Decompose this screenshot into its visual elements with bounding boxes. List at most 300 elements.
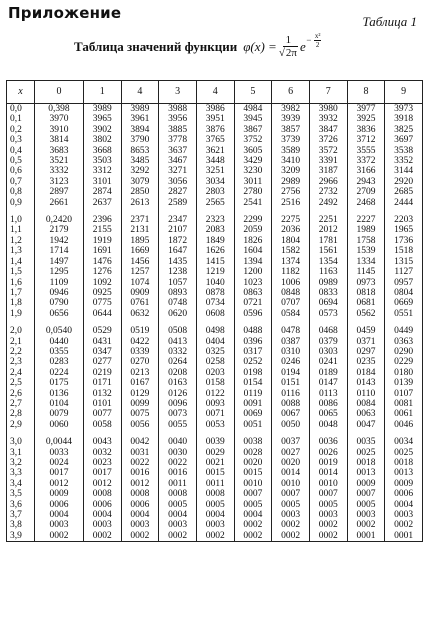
table-cell: 1826 [234, 236, 272, 246]
table-cell: 3352 [385, 156, 423, 166]
table-cell: 0973 [347, 278, 385, 288]
table-cell: 3825 [385, 125, 423, 135]
table-cell: 1219 [196, 267, 234, 277]
table-cell: 0018 [385, 458, 423, 468]
table-cell: 1238 [159, 267, 197, 277]
table-cell: 0009 [385, 479, 423, 489]
table-cell: 0355 [35, 347, 84, 357]
table-cell: 0132 [83, 389, 121, 399]
table-cell: 3739 [272, 135, 310, 145]
row-x-value: 0,4 [7, 146, 35, 156]
table-cell: 3271 [159, 166, 197, 176]
table-cell: 2732 [309, 187, 347, 197]
table-cell: 2943 [347, 177, 385, 187]
table-row [7, 236, 423, 246]
table-cell: 0006 [385, 489, 423, 499]
table-cell: 3429 [234, 156, 272, 166]
table-row [7, 378, 423, 388]
table-cell: 0151 [272, 378, 310, 388]
table-cell: 0065 [309, 409, 347, 419]
table-cell: 3683 [35, 146, 84, 156]
table-cell: 0119 [234, 389, 272, 399]
table-cell: 1604 [234, 246, 272, 256]
table-cell: 1182 [272, 267, 310, 277]
table-cell: 0029 [196, 448, 234, 458]
table-cell: 0440 [35, 337, 84, 347]
gap-cell [196, 208, 234, 215]
table-cell: 3251 [196, 166, 234, 176]
table-cell: 3988 [159, 104, 197, 115]
table-cell: 3697 [385, 135, 423, 145]
row-x-value: 3,0 [7, 437, 35, 447]
table-cell: 0012 [121, 479, 159, 489]
table-cell: 0235 [347, 357, 385, 367]
table-cell: 0030 [159, 448, 197, 458]
table-cell: 0035 [347, 437, 385, 447]
table-cell: 3209 [272, 166, 310, 176]
row-x-value: 0,5 [7, 156, 35, 166]
table-cell: 3965 [83, 114, 121, 124]
table-cell: 1849 [196, 236, 234, 246]
values-table [6, 80, 423, 542]
table-cell: 0909 [121, 288, 159, 298]
table-row [7, 135, 423, 145]
table-cell: 0001 [385, 531, 423, 542]
row-x-value: 2,3 [7, 357, 35, 367]
table-cell: 0529 [83, 326, 121, 336]
gap-cell [385, 319, 423, 326]
table-cell: 1074 [121, 278, 159, 288]
table-cell: 3925 [347, 114, 385, 124]
table-cell: 0004 [196, 510, 234, 520]
table-cell: 0332 [159, 347, 197, 357]
table-cell: 1965 [385, 225, 423, 235]
table-row [7, 309, 423, 319]
table-cell: 0077 [83, 409, 121, 419]
table-cell: 2371 [121, 215, 159, 225]
table-cell: 1781 [309, 236, 347, 246]
table-cell: 1163 [309, 267, 347, 277]
gap-cell [83, 319, 121, 326]
table-cell: 2299 [234, 215, 272, 225]
table-cell: 1334 [347, 257, 385, 267]
table-cell: 2827 [159, 187, 197, 197]
row-x-value: 2,8 [7, 409, 35, 419]
column-header: 0 [35, 81, 84, 104]
gap-cell [83, 430, 121, 437]
table-cell: 0297 [347, 347, 385, 357]
table-row [7, 448, 423, 458]
table-cell: 0020 [234, 458, 272, 468]
table-cell: 0371 [347, 337, 385, 347]
table-cell: 0007 [309, 489, 347, 499]
table-cell: 0163 [159, 378, 197, 388]
table-cell: 0016 [159, 468, 197, 478]
table-row [7, 479, 423, 489]
table-cell: 0459 [347, 326, 385, 336]
group-gap [7, 208, 423, 215]
table-cell: 0001 [347, 531, 385, 542]
row-x-value: 0,8 [7, 187, 35, 197]
table-cell: 2803 [196, 187, 234, 197]
table-cell: 0818 [347, 288, 385, 298]
column-header: 5 [234, 81, 272, 104]
formula-exponent-sign: − [305, 35, 312, 45]
table-cell: 0694 [309, 298, 347, 308]
table-cell: 3503 [83, 156, 121, 166]
table-cell: 1092 [83, 278, 121, 288]
gap-cell [83, 208, 121, 215]
table-row [7, 298, 423, 308]
table-cell: 0946 [35, 288, 84, 298]
table-cell: 0003 [159, 520, 197, 530]
table-cell: 1435 [159, 257, 197, 267]
table-cell: 0008 [83, 489, 121, 499]
table-cell: 0002 [35, 531, 84, 542]
table-cell: 0093 [196, 399, 234, 409]
formula-exponent [306, 32, 324, 49]
table-cell: 0025 [385, 448, 423, 458]
caption-text: Таблица значений функции [74, 39, 238, 54]
gap-cell [347, 208, 385, 215]
table-cell: 0101 [83, 399, 121, 409]
table-cell: 0016 [121, 468, 159, 478]
table-row [7, 215, 423, 225]
table-cell: 0055 [159, 420, 197, 430]
table-cell: 2613 [121, 198, 159, 208]
table-cell: 2059 [234, 225, 272, 235]
table-cell: 3932 [309, 114, 347, 124]
table-cell: 0031 [121, 448, 159, 458]
table-cell: 0028 [234, 448, 272, 458]
table-cell: 1057 [159, 278, 197, 288]
table-row [7, 458, 423, 468]
table-cell: 0804 [385, 288, 423, 298]
table-cell: 0007 [347, 489, 385, 499]
gap-cell [7, 430, 35, 437]
table-cell: 0498 [196, 326, 234, 336]
table-cell: 3726 [309, 135, 347, 145]
table-cell: 3521 [35, 156, 84, 166]
table-cell: 0061 [385, 409, 423, 419]
table-cell: 0748 [159, 298, 197, 308]
table-cell: 0010 [272, 479, 310, 489]
table-cell: 1714 [35, 246, 84, 256]
table-cell: 0005 [272, 500, 310, 510]
table-cell: 0283 [35, 357, 84, 367]
gap-cell [347, 319, 385, 326]
table-cell: 1647 [159, 246, 197, 256]
table-cell: 0180 [385, 368, 423, 378]
table-cell: 3980 [309, 104, 347, 115]
column-header: 1 [83, 81, 121, 104]
table-cell: 1127 [385, 267, 423, 277]
gap-cell [309, 319, 347, 326]
table-cell: 0,2420 [35, 215, 84, 225]
table-cell: 0004 [83, 510, 121, 520]
table-row [7, 326, 423, 336]
table-cell: 3372 [347, 156, 385, 166]
table-cell: 0015 [196, 468, 234, 478]
table-body [7, 104, 423, 542]
gap-cell [159, 430, 197, 437]
table-cell: 3555 [347, 146, 385, 156]
table-cell: 1109 [35, 278, 84, 288]
gap-cell [347, 430, 385, 437]
table-cell: 0006 [35, 500, 84, 510]
gap-cell [234, 208, 272, 215]
column-header: 4 [121, 81, 159, 104]
table-cell: 0086 [309, 399, 347, 409]
table-cell: 1895 [121, 236, 159, 246]
table-cell: 0136 [35, 389, 84, 399]
table-cell: 2661 [35, 198, 84, 208]
table-cell: 0005 [234, 500, 272, 510]
table-cell: 0034 [385, 437, 423, 447]
table-cell: 3605 [234, 146, 272, 156]
row-x-value: 1,8 [7, 298, 35, 308]
gap-cell [35, 208, 84, 215]
table-cell: 3876 [196, 125, 234, 135]
table-cell: 0508 [159, 326, 197, 336]
table-cell: 2444 [385, 198, 423, 208]
table-cell: 0681 [347, 298, 385, 308]
table-cell: 1200 [234, 267, 272, 277]
table-cell: 0213 [121, 368, 159, 378]
table-cell: 0387 [272, 337, 310, 347]
table-cell: 3391 [309, 156, 347, 166]
table-cell: 0056 [121, 420, 159, 430]
table-cell: 0003 [35, 520, 84, 530]
table-cell: 0608 [196, 309, 234, 319]
table-cell: 0042 [121, 437, 159, 447]
table-cell: 0478 [272, 326, 310, 336]
row-x-value: 2,2 [7, 347, 35, 357]
table-cell: 3101 [83, 177, 121, 187]
gap-cell [121, 319, 159, 326]
table-cell: 0014 [272, 468, 310, 478]
formula-numerator: 1 [283, 34, 295, 47]
table-cell: 0009 [35, 489, 84, 499]
row-x-value: 3,1 [7, 448, 35, 458]
gap-cell [385, 208, 423, 215]
table-cell: 0833 [309, 288, 347, 298]
row-x-value: 3,2 [7, 458, 35, 468]
table-cell: 0081 [385, 399, 423, 409]
table-cell: 3187 [309, 166, 347, 176]
table-cell: 0005 [159, 500, 197, 510]
row-x-value: 1,6 [7, 278, 35, 288]
table-cell: 0167 [121, 378, 159, 388]
table-cell: 3448 [196, 156, 234, 166]
table-row [7, 357, 423, 367]
table-cell: 0404 [196, 337, 234, 347]
table-cell: 0040 [159, 437, 197, 447]
table-cell: 3765 [196, 135, 234, 145]
row-x-value: 2,4 [7, 368, 35, 378]
row-x-value: 3,3 [7, 468, 35, 478]
table-row [7, 368, 423, 378]
table-cell: 3918 [385, 114, 423, 124]
table-cell: 3011 [234, 177, 272, 187]
table-cell: 3712 [347, 135, 385, 145]
table-cell: 0669 [385, 298, 423, 308]
table-cell: 0551 [385, 309, 423, 319]
table-cell: 0989 [309, 278, 347, 288]
formula-e: e [299, 39, 306, 54]
row-x-value: 3,6 [7, 500, 35, 510]
table-cell: 0007 [234, 489, 272, 499]
table-cell: 0075 [121, 409, 159, 419]
table-row [7, 177, 423, 187]
table-cell: 2541 [234, 198, 272, 208]
table-cell: 2396 [83, 215, 121, 225]
gap-cell [121, 208, 159, 215]
table-cell: 3857 [272, 125, 310, 135]
table-cell: 0246 [272, 357, 310, 367]
table-cell: 0003 [385, 510, 423, 520]
table-cell: 1394 [234, 257, 272, 267]
table-cell: 0008 [121, 489, 159, 499]
table-cell: 2323 [196, 215, 234, 225]
row-x-value: 1,7 [7, 288, 35, 298]
gap-cell [272, 430, 310, 437]
table-row [7, 156, 423, 166]
table-row [7, 114, 423, 124]
table-cell: 0004 [234, 510, 272, 520]
table-cell: 0644 [83, 309, 121, 319]
table-cell: 0018 [347, 458, 385, 468]
table-cell: 0004 [159, 510, 197, 520]
table-cell: 0303 [309, 347, 347, 357]
table-cell: 3989 [121, 104, 159, 115]
table-row [7, 409, 423, 419]
table-cell: 0026 [309, 448, 347, 458]
table-cell: 2565 [196, 198, 234, 208]
table-cell: 0004 [385, 500, 423, 510]
table-cell: 1023 [234, 278, 272, 288]
gap-cell [196, 430, 234, 437]
table-cell: 0422 [121, 337, 159, 347]
column-header: 4 [196, 81, 234, 104]
table-cell: 3144 [385, 166, 423, 176]
table-cell: 0002 [234, 531, 272, 542]
table-cell: 2897 [35, 187, 84, 197]
table-cell: 0002 [234, 520, 272, 530]
table-cell: 0761 [121, 298, 159, 308]
table-cell: 3814 [35, 135, 84, 145]
table-cell: 0208 [159, 368, 197, 378]
table-cell: 2920 [385, 177, 423, 187]
table-cell: 2107 [159, 225, 197, 235]
table-cell: 0194 [272, 368, 310, 378]
table-cell: 1276 [83, 267, 121, 277]
table-cell: 2155 [83, 225, 121, 235]
table-cell: 3589 [272, 146, 310, 156]
table-cell: 0012 [83, 479, 121, 489]
table-cell: 0022 [159, 458, 197, 468]
row-x-value: 1,3 [7, 246, 35, 256]
column-header: 6 [272, 81, 310, 104]
table-cell: 2012 [309, 225, 347, 235]
table-cell: 0175 [35, 378, 84, 388]
table-cell: 0022 [121, 458, 159, 468]
table-cell: 1872 [159, 236, 197, 246]
formula-radicand: 2π [285, 47, 297, 59]
table-cell: 0147 [309, 378, 347, 388]
table-row [7, 510, 423, 520]
table-cell: 0449 [385, 326, 423, 336]
table-cell: 0339 [121, 347, 159, 357]
table-cell: 0002 [159, 531, 197, 542]
table-cell: 0002 [121, 531, 159, 542]
header-row [7, 81, 423, 104]
table-cell: 0014 [309, 468, 347, 478]
table-cell: 0707 [272, 298, 310, 308]
table-cell: 2083 [196, 225, 234, 235]
table-cell: 0058 [83, 420, 121, 430]
table-cell: 1691 [83, 246, 121, 256]
table-cell: 2203 [385, 215, 423, 225]
table-cell: 0043 [83, 437, 121, 447]
table-cell: 0003 [121, 520, 159, 530]
table-cell: 0104 [35, 399, 84, 409]
formula-exponent-denominator: 2 [315, 40, 320, 49]
table-cell: 0863 [234, 288, 272, 298]
table-cell: 0203 [196, 368, 234, 378]
gap-cell [35, 319, 84, 326]
table-cell: 1989 [347, 225, 385, 235]
table-cell: 0046 [385, 420, 423, 430]
table-cell: 0143 [347, 378, 385, 388]
table-cell: 0032 [83, 448, 121, 458]
table-row [7, 531, 423, 542]
gap-cell [309, 430, 347, 437]
table-cell: 2874 [83, 187, 121, 197]
table-cell: 2179 [35, 225, 84, 235]
table-cell: 0264 [159, 357, 197, 367]
table-cell: 0024 [35, 458, 84, 468]
table-cell: 3292 [121, 166, 159, 176]
table-cell: 2251 [309, 215, 347, 225]
table-cell: 0020 [272, 458, 310, 468]
table-caption [74, 31, 404, 60]
table-cell: 3847 [309, 125, 347, 135]
table-cell: 0091 [234, 399, 272, 409]
table-cell: 1354 [309, 257, 347, 267]
group-gap [7, 319, 423, 326]
row-x-value: 0,6 [7, 166, 35, 176]
table-cell: 0017 [35, 468, 84, 478]
table-cell: 2516 [272, 198, 310, 208]
table-cell: 0004 [35, 510, 84, 520]
table-cell: 3961 [121, 114, 159, 124]
table-cell: 2709 [347, 187, 385, 197]
table-cell: 0002 [385, 520, 423, 530]
row-x-value: 3,4 [7, 479, 35, 489]
table-cell: 3885 [159, 125, 197, 135]
table-cell: 0258 [196, 357, 234, 367]
table-cell: 0004 [121, 510, 159, 520]
row-x-value: 0,0 [7, 104, 35, 115]
table-cell: 0019 [309, 458, 347, 468]
table-cell: 3668 [83, 146, 121, 156]
table-row [7, 347, 423, 357]
table-cell: 1942 [35, 236, 84, 246]
table-cell: 0113 [309, 389, 347, 399]
table-cell: 0,0044 [35, 437, 84, 447]
table-cell: 0003 [196, 520, 234, 530]
